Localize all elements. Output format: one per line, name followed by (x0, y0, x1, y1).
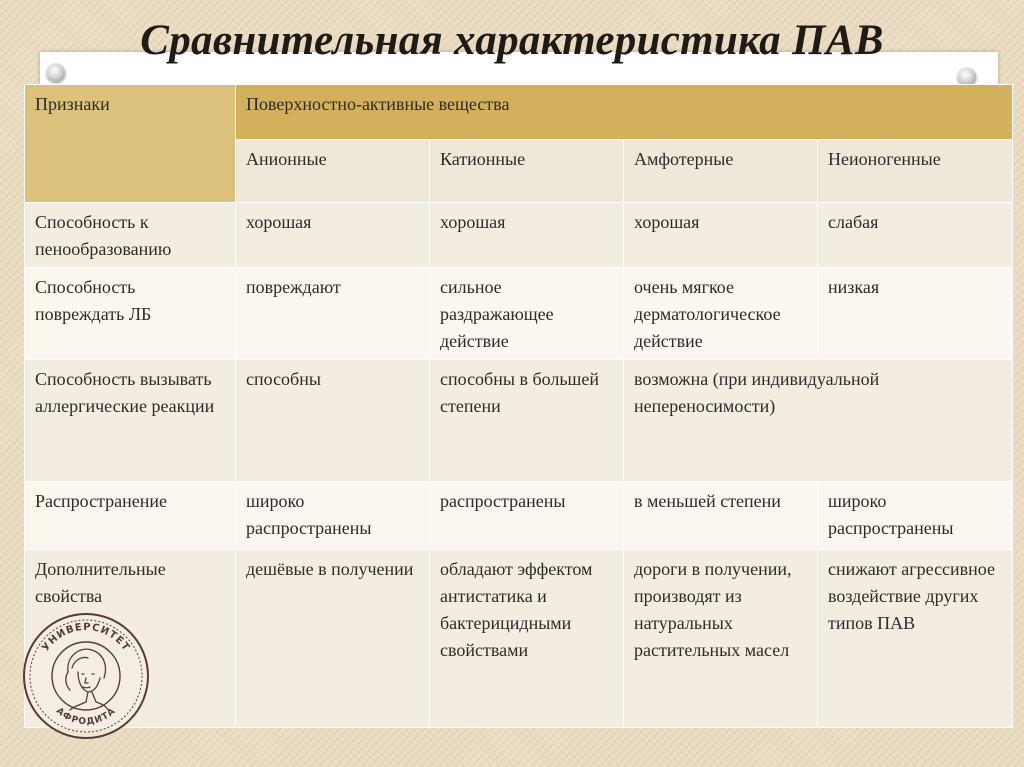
table-row (25, 550, 1013, 728)
row-cell: очень мягкое дерматологическое действие (624, 268, 818, 360)
row-cell: широко распространены (818, 482, 1013, 550)
slide-title: Сравнительная характеристика ПАВ (140, 17, 884, 64)
row-cell: дешёвые в получении (236, 550, 430, 728)
row-feature: Дополнительные свойства (25, 550, 236, 728)
table-row (25, 203, 1013, 268)
row-feature: Способность к пенообразованию (25, 203, 236, 268)
row-cell: повреждают (236, 268, 430, 360)
university-seal-icon (22, 612, 150, 740)
row-cell-merged: возможна (при индивидуальной непереносимости) (624, 360, 1013, 482)
table-row (25, 482, 1013, 550)
row-cell: хорошая (236, 203, 430, 268)
pin-left-icon (47, 64, 65, 82)
seal-text-bottom: АФРОДИТА (53, 706, 119, 728)
comparison-table (24, 84, 1013, 728)
row-cell: хорошая (430, 203, 624, 268)
header-feature: Признаки (25, 85, 236, 203)
row-cell: низкая (818, 268, 1013, 360)
row-cell: слабая (818, 203, 1013, 268)
row-cell: способны (236, 360, 430, 482)
row-cell: широко распространены (236, 482, 430, 550)
row-cell: в меньшей степени (624, 482, 818, 550)
header-type-amphoteric: Амфотерные (624, 140, 818, 203)
row-feature: Способность вызывать аллергические реакции (25, 360, 236, 482)
row-cell: способны в большей степени (430, 360, 624, 482)
row-feature: Способность повреждать ЛБ (25, 268, 236, 360)
table-row (25, 360, 1013, 482)
seal-text-top: УНИВЕРСИТЕТ (40, 621, 132, 654)
row-cell: снижают агрессивное воздействие других типов ПАВ (818, 550, 1013, 728)
row-cell: обладают эффектом антистатика и бактерицидными свойствами (430, 550, 624, 728)
row-cell: хорошая (624, 203, 818, 268)
row-cell: распространены (430, 482, 624, 550)
row-feature: Распространение (25, 482, 236, 550)
table-row (25, 268, 1013, 360)
header-type-nonionic: Неионогенные (818, 140, 1013, 203)
row-cell: сильное раздражающее действие (430, 268, 624, 360)
header-type-cationic: Катионные (430, 140, 624, 203)
table-header-row (25, 85, 1013, 140)
row-cell: дороги в получении, производят из натуральных растительных масел (624, 550, 818, 728)
header-group: Поверхностно-активные вещества (236, 85, 1013, 140)
header-type-anionic: Анионные (236, 140, 430, 203)
